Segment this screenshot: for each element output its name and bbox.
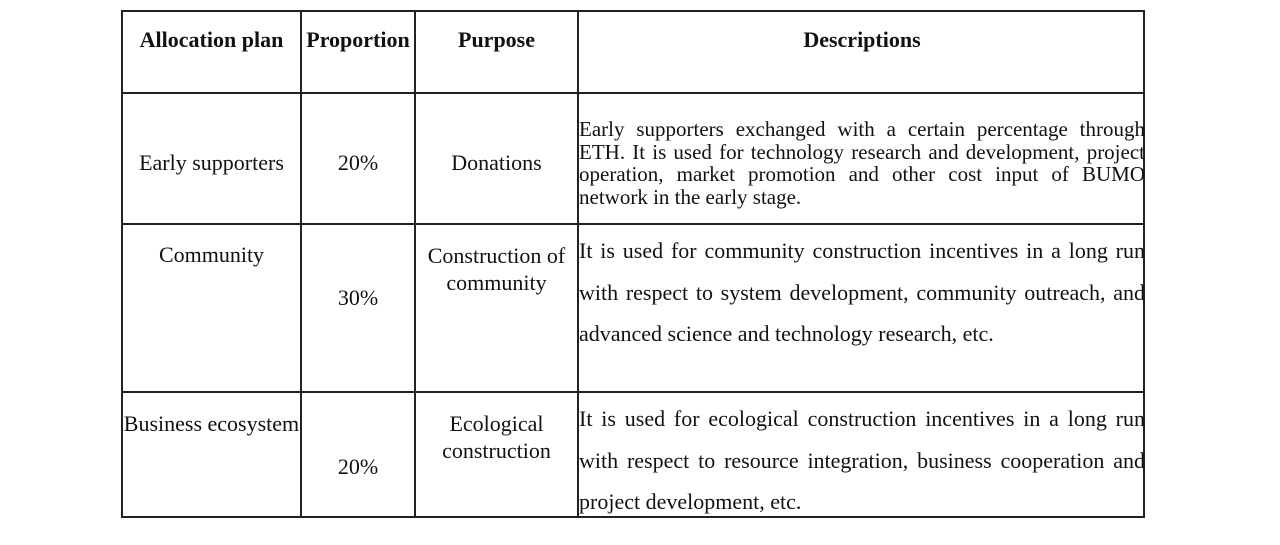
- table-row-1-proportion: 20%: [337, 150, 379, 175]
- table-row-2-purpose: Construction of community: [427, 243, 566, 295]
- allocation-table: [121, 10, 1145, 518]
- header-proportion: Proportion: [306, 27, 410, 52]
- table-row-1-purpose: Donations: [451, 150, 542, 175]
- row-divider: [123, 391, 1143, 393]
- row-divider: [123, 223, 1143, 225]
- column-divider: [300, 12, 302, 516]
- table-row-2-description: It is used for community construction incentives in a long run with respect to system development, community outreach, and advanced science and technology research, etc.: [579, 238, 1145, 346]
- table-row-1-description: Early supporters exchanged with a certain percentage through ETH. It is used for technology research and development, project operation, market promotion and other cost input of BUMO network in the early stage.: [579, 117, 1145, 209]
- header-allocation-plan: Allocation plan: [139, 27, 284, 52]
- row-divider: [123, 92, 1143, 94]
- header-purpose: Purpose: [458, 27, 535, 52]
- table-row-2-allocation-plan: Community: [158, 242, 265, 267]
- table-row-3-allocation-plan: Business ecosystem: [123, 411, 300, 436]
- table-row-3-purpose: Ecological construction: [442, 411, 551, 463]
- table-row-3-proportion: 20%: [337, 454, 379, 479]
- table-row-1-allocation-plan: Early supporters: [139, 150, 284, 175]
- header-descriptions: Descriptions: [803, 27, 921, 52]
- table-row-3-description: It is used for ecological construction incentives in a long run with respect to resource integration, business cooperation and project development, etc.: [579, 406, 1145, 514]
- table-row-2-proportion: 30%: [337, 285, 379, 310]
